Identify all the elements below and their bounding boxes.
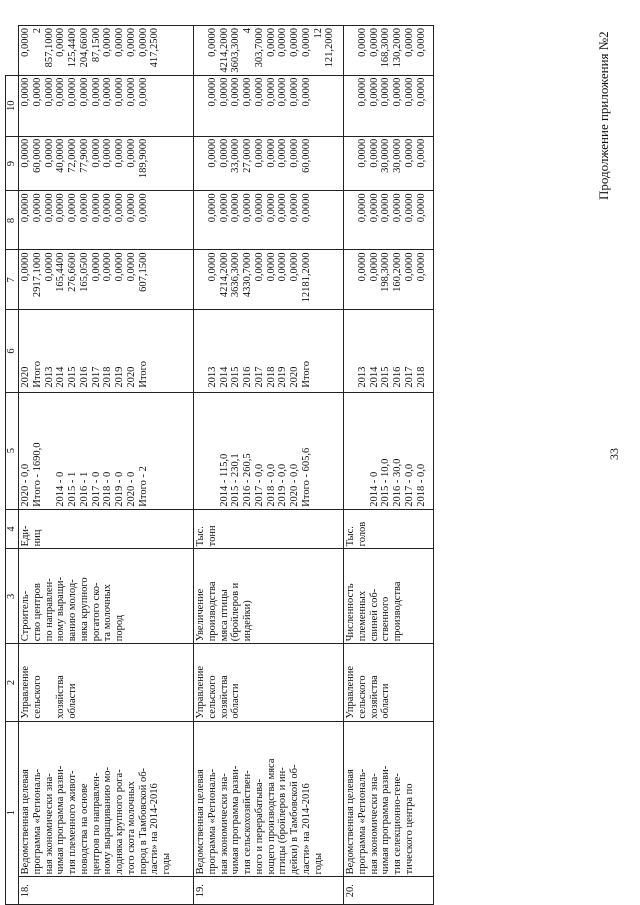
header-col-3: 3 <box>6 549 19 644</box>
appendix-table <box>5 25 434 905</box>
header-col-7: 7 <box>6 250 19 310</box>
indicator: Увеличение производства мяса птицы (бройлеров и индейки) <box>194 549 344 644</box>
funding-col-6: 0,0000 2917,1000 0,0000 165,4400 276,6600 165,0500 0,0000 0,0000 0,0000 0,0000 607,1500 <box>19 250 194 310</box>
program-name: Ведомственная целевая программа «Региональ- ная экономически зна- чимая программа разви- тия селекционно-гене- тического центра по <box>344 721 434 877</box>
row-number: 20. <box>344 877 434 905</box>
year-column: 2013 2014 2015 2016 2017 2018 <box>344 310 434 392</box>
funding-col-9: 0,0000 0,0000 0,0000 0,0000 0,0000 0,0000 0,0000 0,0000 0,0000 <box>194 75 344 136</box>
header-col-4: 4 <box>6 509 19 549</box>
target-values: 2020 - 0,0 Итого - 1690,0 2014 - 0 2015 - 1 2016 - 1 2017 - 0 2018 - 0 2019 - 0 2020 - 0 Итого - 2 <box>19 392 194 509</box>
header-col-1: 1 <box>6 721 19 904</box>
funding-col-10: 0,0000 4214,2000 3603,3000 4 303,7000 0,0000 0,0000 0,0000 0,0000 12 121,2000 <box>194 26 344 76</box>
indicator: Численность племенных свиней соб- ственного производства <box>344 549 434 644</box>
funding-col-6: 0,0000 4214,2000 3636,3000 4330,7000 0,0000 0,0000 0,0000 0,0000 12181,2000 <box>194 250 344 310</box>
program-name: Ведомственная целевая программа «Региональ- ная экономически зна- чимая программа разви- тия сельскохозяйствен- ного и перерабатыва- ющего производства мяса птицы (бройлеров и ин- дейки) в Тамбовской об- ласти» на 2014-2016 годы <box>194 721 344 877</box>
unit: Еди- ниц <box>19 509 194 549</box>
year-column: 2020 Итого 2013 2014 2015 2016 2017 2018 2019 2020 Итого <box>19 310 194 392</box>
target-values: 2014 - 0 2015 - 10,0 2016 - 30,0 2017 - 0,0 2018 - 0,0 <box>344 392 434 509</box>
funding-col-8: 0,0000 60,0000 0,0000 40,0000 72,0000 77,9000 0,0000 0,0000 0,0000 0,0000 189,9000 <box>19 136 194 191</box>
executor: Управление сельского хозяйства области <box>194 644 344 721</box>
unit: Тыс. голов <box>344 509 434 549</box>
year-column: 2013 2014 2015 2016 2017 2018 2019 2020 Итого <box>194 310 344 392</box>
funding-col-10: 0,0000 0,0000 168,3000 130,2000 0,0000 0,0000 <box>344 26 434 76</box>
table-row <box>19 26 194 905</box>
continuation-title: Продолжение приложения №2 <box>596 31 611 200</box>
program-name: Ведомственная целевая программа «Региональ- ная экономически зна- чимая программа разви- тия племенного живот- новодства на основе центров по направлен- ному выращиванию мо- лодняка крупного рога- того скота молочных пород в Тамбовской об- ласти» на 2014-2016 годы <box>19 721 194 877</box>
indicator: Строитель- ство центров по направлен- ному выращи- ванию молод- няка крупного рогатого ско- та молочных пород <box>19 549 194 644</box>
funding-col-9: 0,0000 0,0000 0,0000 0,0000 0,0000 0,0000 <box>344 75 434 136</box>
funding-col-8: 0,0000 0,0000 30,0000 30,0000 0,0000 0,0000 <box>344 136 434 191</box>
executor: Управление сельского хозяйства области <box>19 644 194 721</box>
table-row <box>194 26 344 905</box>
funding-col-7: 0,0000 0,0000 0,0000 0,0000 0,0000 0,0000 <box>344 191 434 250</box>
header-col-9: 9 <box>6 136 19 191</box>
header-row <box>6 26 19 905</box>
funding-col-7: 0,0000 0,0000 0,0000 0,0000 0,0000 0,0000 0,0000 0,0000 0,0000 0,0000 0,0000 <box>19 191 194 250</box>
header-col-5: 5 <box>6 392 19 509</box>
table-row <box>344 26 434 905</box>
page-number: 33 <box>607 448 621 460</box>
row-number: 19. <box>194 877 344 905</box>
row-number: 18. <box>19 877 194 905</box>
funding-col-6: 0,0000 0,0000 198,3000 160,2000 0,0000 0,0000 <box>344 250 434 310</box>
executor: Управление сельского хозяйства области <box>344 644 434 721</box>
header-col-2: 2 <box>6 644 19 721</box>
header-col-6: 6 <box>6 310 19 392</box>
header-col-10: 10 <box>6 75 19 136</box>
funding-col-10: 0,0000 2 857,1000 0,0000 125,4400 204,6600 87,1500 0,0000 0,0000 0,0000 0,0000 417,2500 <box>19 26 194 76</box>
target-values: 2014 - 115,0 2015 - 230,1 2016 - 260,5 2017 - 0,0 2018 - 0,0 2019 - 0,0 2020 - 0,0 Итого - 605,6 <box>194 392 344 509</box>
funding-col-8: 0,0000 0,0000 33,0000 27,0000 0,0000 0,0000 0,0000 0,0000 60,0000 <box>194 136 344 191</box>
header-col-8: 8 <box>6 191 19 250</box>
unit: Тыс. тонн <box>194 509 344 549</box>
funding-col-7: 0,0000 0,0000 0,0000 0,0000 0,0000 0,0000 0,0000 0,0000 0,0000 <box>194 191 344 250</box>
funding-col-9: 0,0000 0,0000 0,0000 0,0000 0,0000 0,0000 0,0000 0,0000 0,0000 0,0000 0,0000 <box>19 75 194 136</box>
